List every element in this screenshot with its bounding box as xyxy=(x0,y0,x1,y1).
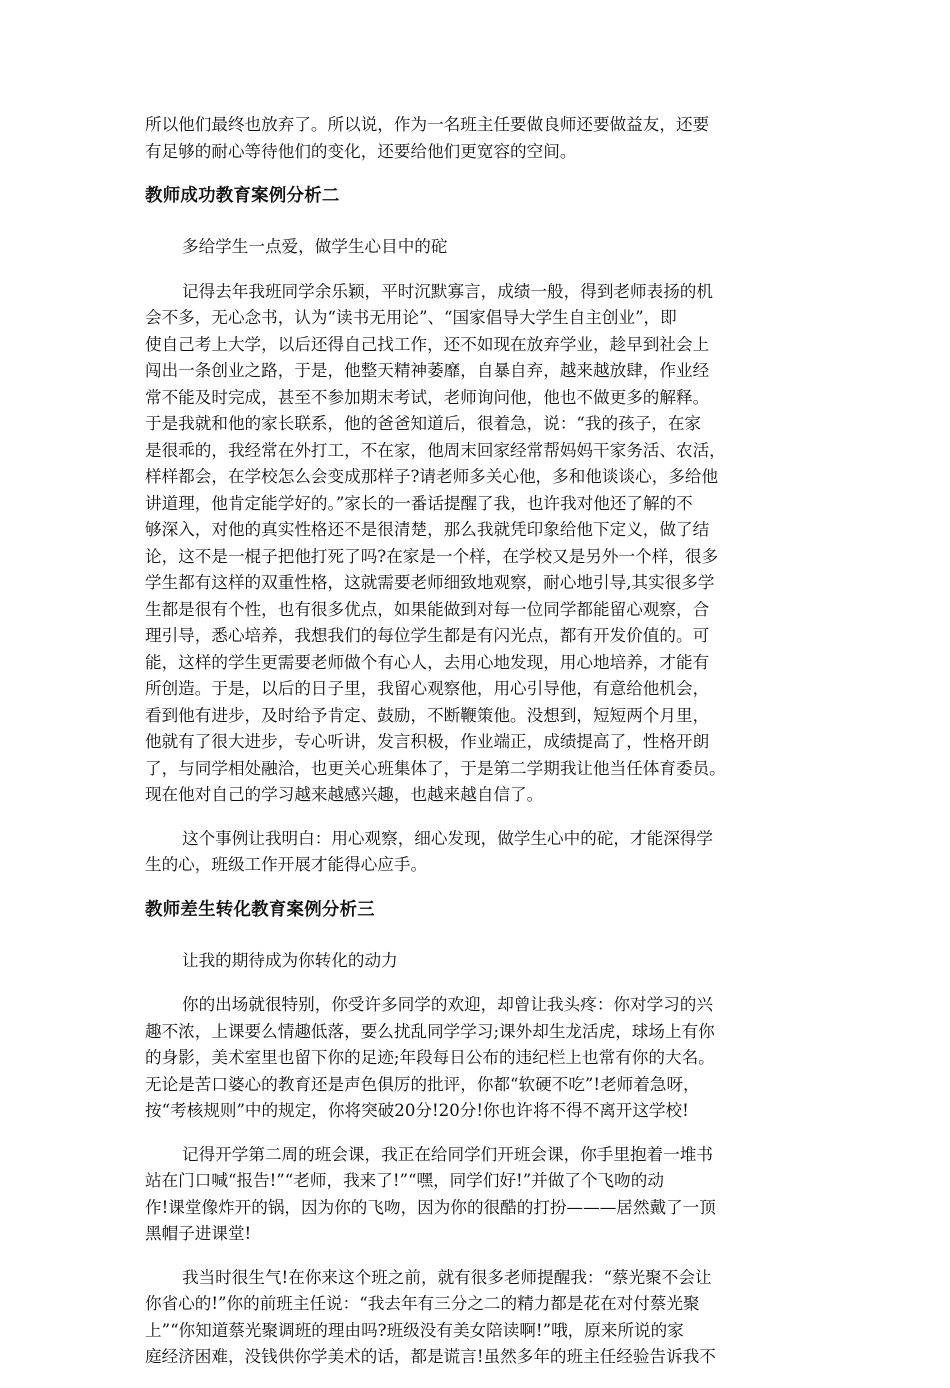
text-line: 你的出场就很特别，你受许多同学的欢迎，却曾让我头疼：你对学习的兴 xyxy=(182,995,713,1014)
text-line: 按“考核规则”中的规定，你将突破20分!20分!你也许将不得不离开这学校! xyxy=(145,1101,689,1120)
text-line: 了，与同学相处融洽，也更关心班集体了，于是第二学期我让他当任体育委员。 xyxy=(145,758,726,778)
text-line: 现在他对自己的学习越来越感兴趣，也越来越自信了。 xyxy=(145,785,544,804)
section-heading-2: 教师成功教育案例分析二 xyxy=(145,186,340,206)
intro-paragraph xyxy=(145,112,810,165)
text-line: 所以他们最终也放弃了。所以说，作为一名班主任要做良师还要做益友，还要 xyxy=(145,115,710,134)
text-line: 看到他有进步，及时给予肯定、鼓励，不断鞭策他。没想到，短短两个月里， xyxy=(145,705,710,725)
text-line: 这个事例让我明白：用心观察，细心发现，做学生心中的砣，才能深得学 xyxy=(182,828,713,848)
text-line: 作!课堂像炸开的锅，因为你的飞吻，因为你的很酷的打扮———居然戴了一顶 xyxy=(145,1197,716,1217)
text-line: 是很乖的，我经常在外打工，不在家，他周末回家经常帮妈妈干家务活、农活， xyxy=(145,440,726,460)
section-subtitle-2: 多给学生一点爱，做学生心目中的砣 xyxy=(182,237,448,256)
text-line: 你省心的!”你的前班主任说：“我去年有三分之二的精力都是花在对付蔡光聚 xyxy=(145,1294,700,1313)
text-line: 够深入，对他的真实性格还不是很清楚，那么我就凭印象给他下定义，做了结 xyxy=(145,520,710,539)
text-line: 样样都会，在学校怎么会变成那样子?请老师多关心他，多和他谈谈心，多给他 xyxy=(145,467,719,486)
text-line: 常不能及时完成，甚至不参加期末考试，老师询问他，他也不做更多的解释。 xyxy=(145,387,710,407)
text-line: 无论是苦口婆心的教育还是声色俱厉的批评，你都“软硬不吃”!老师着急呀， xyxy=(145,1074,700,1094)
text-line: 他就有了很大进步，专心听讲，发言积极，作业端正，成绩提高了，性格开朗 xyxy=(145,732,710,751)
text-line: 能，这样的学生更需要老师做个有心人，去用心地发现，用心地培养，才能有 xyxy=(145,652,710,672)
text-line: 上”“你知道蔡光聚调班的理由吗?班级没有美女陪读啊!”哦，原来所说的家 xyxy=(145,1320,684,1340)
document-page xyxy=(145,112,810,1388)
text-line: 趣不浓，上课要么情趣低落，要么扰乱同学学习;课外却生龙活虎，球场上有你 xyxy=(145,1021,715,1041)
text-line: 有足够的耐心等待他们的变化，还要给他们更宽容的空间。 xyxy=(145,141,577,161)
text-line: 使自己考上大学，以后还得自己找工作，还不如现在放弃学业，趁早到社会上 xyxy=(145,334,710,354)
text-line: 的身影，美术室里也留下你的足迹;年段每日公布的违纪栏上也常有你的大名。 xyxy=(145,1048,715,1067)
text-line: 黑帽子进课堂! xyxy=(145,1224,252,1243)
text-line: 记得开学第二周的班会课，我正在给同学们开班会课，你手里抱着一堆书 xyxy=(182,1144,713,1164)
text-line: 生的心，班级工作开展才能得心应手。 xyxy=(145,855,428,874)
text-line: 记得去年我班同学余乐颖，平时沉默寡言，成绩一般，得到老师表扬的机 xyxy=(182,281,713,301)
text-line: 我当时很生气!在你来这个班之前，就有很多老师提醒我：“蔡光聚不会让 xyxy=(182,1267,712,1287)
text-line: 庭经济困难，没钱供你学美术的话，都是谎言!虽然多年的班主任经验告诉我不 xyxy=(145,1347,716,1366)
text-line: 论，这不是一棍子把他打死了吗?在家是一个样，在学校又是另外一个样，很多 xyxy=(145,546,719,566)
text-line: 所创造。于是，以后的日子里，我留心观察他，用心引导他，有意给他机会， xyxy=(145,679,710,698)
text-line: 站在门口喊“报告!”“老师，我来了!”“嘿，同学们好!”并做了个飞吻的动 xyxy=(145,1171,664,1190)
section2-paragraph-2 xyxy=(145,826,810,879)
section3-paragraph-1 xyxy=(145,992,810,1125)
section3-paragraph-2 xyxy=(145,1142,810,1248)
text-line: 闯出一条创业之路，于是，他整天精神萎靡，自暴自弃，越来越放肆，作业经 xyxy=(145,361,710,380)
text-line: 理引导，悉心培养，我想我们的每位学生都是有闪光点，都有开发价值的。可 xyxy=(145,626,710,645)
section-subtitle-3: 让我的期待成为你转化的动力 xyxy=(182,950,398,970)
section2-paragraph-1 xyxy=(145,279,810,809)
section-heading-3: 教师差生转化教育案例分析三 xyxy=(145,899,375,920)
text-line: 学生都有这样的双重性格，这就需要老师细致地观察，耐心地引导,其实很多学 xyxy=(145,573,715,592)
text-line: 讲道理，他肯定能学好的。”家长的一番话提醒了我，也许我对他还了解的不 xyxy=(145,493,693,513)
section3-paragraph-3 xyxy=(145,1265,810,1371)
text-line: 生都是很有个性，也有很多优点，如果能做到对每一位同学都能留心观察，合 xyxy=(145,599,710,619)
text-line: 会不多，无心念书，认为“读书无用论”、“国家倡导大学生自主创业”，即 xyxy=(145,308,677,327)
text-line: 于是我就和他的家长联系，他的爸爸知道后，很着急，说：“我的孩子，在家 xyxy=(145,414,702,433)
